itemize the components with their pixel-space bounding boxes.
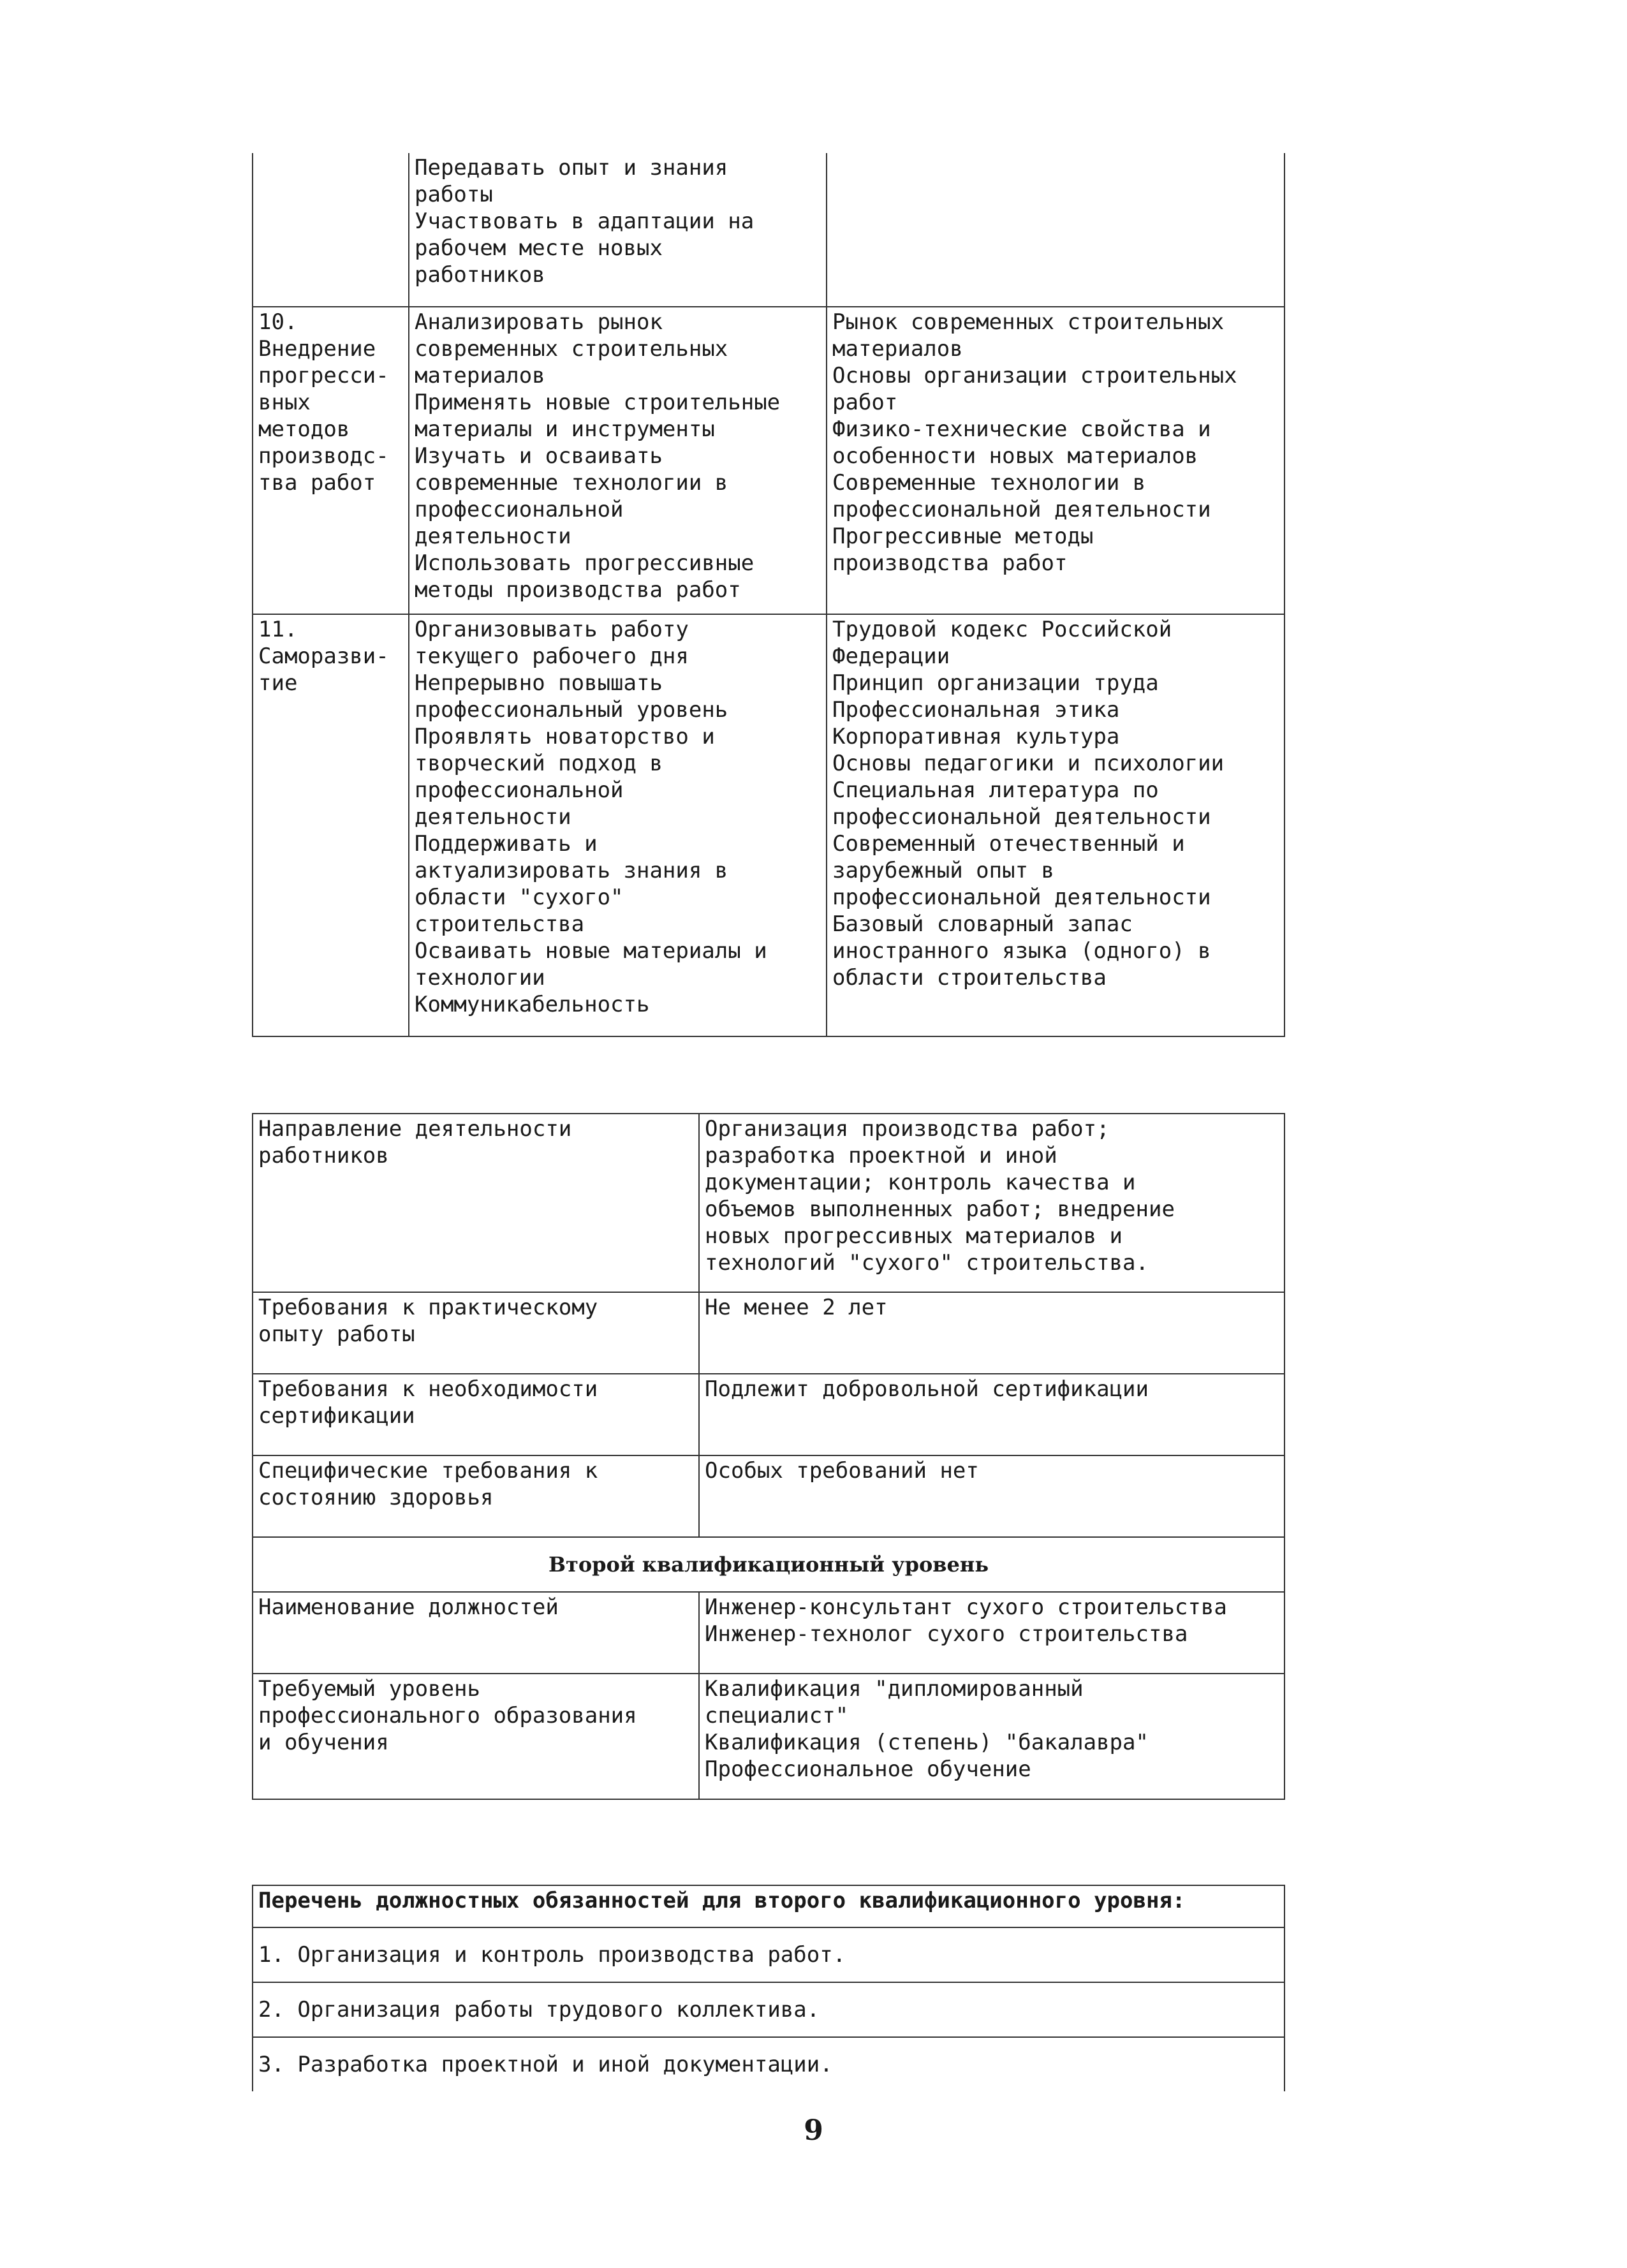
table-row [252,1113,1285,1293]
table-cell: Требуемый уровень профессионального образования и обучения [252,1674,698,1799]
list-item [252,1983,1285,2038]
table-cell: Требования к необходимости сертификации [252,1374,698,1455]
table-row [252,1885,1285,1928]
table-cell: Особых требований нет [698,1456,1285,1536]
duties-title: Перечень должностных обязанностей для второго квалификационного уровня: [252,1886,1285,1927]
table-cell: 11. Саморазви- тие [252,615,408,1036]
duty-item: 1. Организация и контроль производства работ. [252,1928,1285,1982]
table-cell: 10. Внедрение прогресси- вных методов производс- тва работ [252,307,408,614]
table-cell: Организация производства работ; разработка проектной и иной документации; контроль качества и объемов выполненных работ; внедрение новых прогрессивных материалов и технологий "сухого" строительства. [698,1114,1285,1292]
table-row [252,1593,1285,1674]
section-title: Второй квалификационный уровень [252,1538,1285,1591]
table-cell: Организовывать работу текущего рабочего дня Непрерывно повышать профессиональный уровень Проявлять новаторство и творческий подход в профессиональной деятельности Поддерживать и актуализировать знания в области "сухого" строительства Осваивать новые материалы и технологии Коммуникабельность [408,615,826,1036]
list-item [252,1928,1285,1983]
table-cell [826,153,1285,306]
table-row [252,1538,1285,1593]
table-row [252,1374,1285,1456]
table-row [252,1293,1285,1374]
table-cell: Специфические требования к состоянию здоровья [252,1456,698,1536]
table-row [252,1456,1285,1538]
page-number: 9 [804,2114,823,2147]
qualification-table [252,1113,1285,1800]
table-row [252,1674,1285,1800]
table-cell: Рынок современных строительных материалов Основы организации строительных работ Физико-технические свойства и особенности новых материалов Современные технологии в профессиональной деятельности Прогрессивные методы производства работ [826,307,1285,614]
duty-item: 3. Разработка проектной и иной документации. [252,2038,1285,2091]
table-cell: Анализировать рынок современных строительных материалов Применять новые строительные материалы и инструменты Изучать и осваивать современные технологии в профессиональной деятельности Использовать прогрессивные методы производства работ [408,307,826,614]
table-cell: Направление деятельности работников [252,1114,698,1292]
table-cell: Передавать опыт и знания работы Участвовать в адаптации на рабочем месте новых работников [408,153,826,306]
table-cell: Квалификация "дипломированный специалист" Квалификация (степень) "бакалавра" Профессиональное обучение [698,1674,1285,1799]
table-cell: Инженер-консультант сухого строительства Инженер-технолог сухого строительства [698,1593,1285,1673]
table-cell: Требования к практическому опыту работы [252,1293,698,1373]
table-cell [252,153,408,306]
duties-table [252,1885,1285,2091]
table-cell: Не менее 2 лет [698,1293,1285,1373]
table-row [252,307,1285,615]
table-cell: Трудовой кодекс Российской Федерации Принцип организации труда Профессиональная этика Корпоративная культура Основы педагогики и психологии Специальная литература по профессиональной деятельности Современный отечественный и зарубежный опыт в профессиональной деятельности Базовый словарный запас иностранного языка (одного) в области строительства [826,615,1285,1036]
table-cell: Наименование должностей [252,1593,698,1673]
table-cell: Подлежит добровольной сертификации [698,1374,1285,1455]
list-item [252,2038,1285,2091]
table-row [252,153,1285,307]
table-row [252,615,1285,1037]
duty-item: 2. Организация работы трудового коллектива. [252,1983,1285,2036]
competency-table [252,153,1285,1037]
